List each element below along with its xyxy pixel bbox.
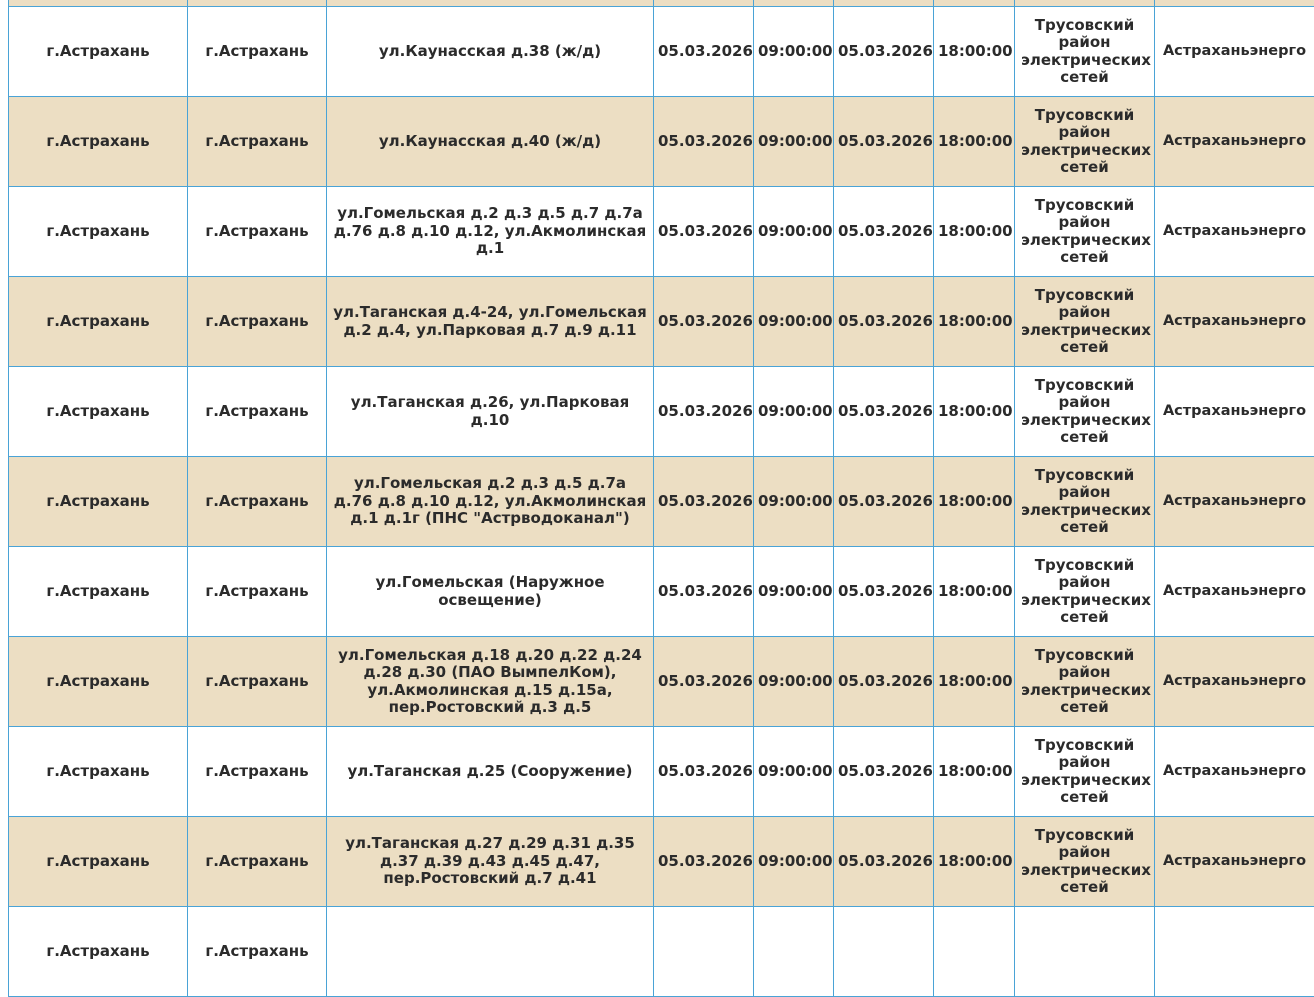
end-time-cell: 18:00:00 bbox=[934, 457, 1015, 547]
city-cell: г.Астрахань bbox=[188, 817, 327, 907]
end-date-cell bbox=[834, 907, 934, 997]
start-date-cell: 05.03.2026 bbox=[654, 457, 754, 547]
start-date-cell: 05.03.2026 bbox=[654, 637, 754, 727]
end-time-cell: 18:00:00 bbox=[934, 727, 1015, 817]
address-cell: ул.Гомельская д.2 д.3 д.5 д.7а д.76 д.8 д.10 д.12, ул.Акмолинская д.1 д.1г (ПНС "Астрводоканал") bbox=[327, 457, 654, 547]
city-cell: г.Астрахань bbox=[188, 457, 327, 547]
branch-cell: Трусовский район электрических сетей bbox=[1015, 727, 1155, 817]
outage-table-body bbox=[9, 0, 1314, 997]
table-row bbox=[9, 7, 1314, 97]
start-date-cell: 05.03.2026 bbox=[654, 727, 754, 817]
organization-cell: Астраханьэнерго bbox=[1155, 367, 1314, 457]
end-time-cell: 18:00:00 bbox=[934, 7, 1015, 97]
city-cell: г.Астрахань bbox=[188, 7, 327, 97]
end-date-cell: 05.03.2026 bbox=[834, 187, 934, 277]
city-cell: г.Астрахань bbox=[188, 637, 327, 727]
city-cell: г.Астрахань bbox=[188, 277, 327, 367]
start-date-cell bbox=[654, 907, 754, 997]
end-time-cell bbox=[934, 907, 1015, 997]
organization-cell: Астраханьэнерго bbox=[1155, 817, 1314, 907]
start-time-cell bbox=[754, 907, 834, 997]
organization-cell: Астраханьэнерго bbox=[1155, 7, 1314, 97]
region-cell: г.Астрахань bbox=[9, 547, 188, 637]
end-date-cell: 05.03.2026 bbox=[834, 457, 934, 547]
organization-cell: Астраханьэнерго bbox=[1155, 187, 1314, 277]
branch-cell: Трусовский район электрических сетей bbox=[1015, 187, 1155, 277]
table-row bbox=[9, 637, 1314, 727]
start-time-cell: 09:00:00 bbox=[754, 97, 834, 187]
branch-cell bbox=[1015, 907, 1155, 997]
address-cell bbox=[327, 907, 654, 997]
start-time-cell: 09:00:00 bbox=[754, 457, 834, 547]
region-cell: г.Астрахань bbox=[9, 457, 188, 547]
branch-cell: Трусовский район электрических сетей bbox=[1015, 547, 1155, 637]
address-cell: ул.Таганская д.25 (Сооружение) bbox=[327, 727, 654, 817]
start-date-cell: 05.03.2026 bbox=[654, 817, 754, 907]
organization-cell: Астраханьэнерго bbox=[1155, 727, 1314, 817]
start-date-cell: 05.03.2026 bbox=[654, 97, 754, 187]
address-cell: ул.Гомельская д.18 д.20 д.22 д.24 д.28 д.30 (ПАО ВымпелКом), ул.Акмолинская д.15 д.15а, пер.Ростовский д.3 д.5 bbox=[327, 637, 654, 727]
address-cell: ул.Каунасская д.38 (ж/д) bbox=[327, 7, 654, 97]
start-date-cell: 05.03.2026 bbox=[654, 277, 754, 367]
end-time-cell: 18:00:00 bbox=[934, 547, 1015, 637]
branch-cell: Трусовский район электрических сетей bbox=[1015, 367, 1155, 457]
address-cell: ул.Каунасская д.40 (ж/д) bbox=[327, 97, 654, 187]
start-time-cell: 09:00:00 bbox=[754, 367, 834, 457]
end-time-cell: 18:00:00 bbox=[934, 367, 1015, 457]
end-time-cell: 18:00:00 bbox=[934, 277, 1015, 367]
branch-cell: Трусовский район электрических сетей bbox=[1015, 7, 1155, 97]
start-time-cell: 09:00:00 bbox=[754, 187, 834, 277]
organization-cell bbox=[1155, 907, 1314, 997]
end-date-cell: 05.03.2026 bbox=[834, 727, 934, 817]
branch-cell: Трусовский район электрических сетей bbox=[1015, 97, 1155, 187]
organization-cell: Астраханьэнерго bbox=[1155, 97, 1314, 187]
start-date-cell: 05.03.2026 bbox=[654, 547, 754, 637]
start-time-cell: 09:00:00 bbox=[754, 727, 834, 817]
table-row bbox=[9, 727, 1314, 817]
end-time-cell: 18:00:00 bbox=[934, 97, 1015, 187]
end-time-cell: 18:00:00 bbox=[934, 817, 1015, 907]
table-row bbox=[9, 277, 1314, 367]
city-cell: г.Астрахань bbox=[188, 907, 327, 997]
table-row bbox=[9, 547, 1314, 637]
organization-cell: Астраханьэнерго bbox=[1155, 547, 1314, 637]
region-cell: г.Астрахань bbox=[9, 7, 188, 97]
region-cell: г.Астрахань bbox=[9, 637, 188, 727]
outage-table bbox=[8, 0, 1314, 997]
branch-cell: Трусовский район электрических сетей bbox=[1015, 277, 1155, 367]
start-time-cell: 09:00:00 bbox=[754, 277, 834, 367]
start-time-cell: 09:00:00 bbox=[754, 7, 834, 97]
address-cell: ул.Таганская д.27 д.29 д.31 д.35 д.37 д.39 д.43 д.45 д.47, пер.Ростовский д.7 д.41 bbox=[327, 817, 654, 907]
region-cell: г.Астрахань bbox=[9, 97, 188, 187]
address-cell: ул.Таганская д.4-24, ул.Гомельская д.2 д.4, ул.Парковая д.7 д.9 д.11 bbox=[327, 277, 654, 367]
branch-cell: Трусовский район электрических сетей bbox=[1015, 817, 1155, 907]
city-cell: г.Астрахань bbox=[188, 367, 327, 457]
region-cell: г.Астрахань bbox=[9, 817, 188, 907]
region-cell: г.Астрахань bbox=[9, 277, 188, 367]
start-time-cell: 09:00:00 bbox=[754, 547, 834, 637]
end-time-cell: 18:00:00 bbox=[934, 187, 1015, 277]
end-date-cell: 05.03.2026 bbox=[834, 547, 934, 637]
end-date-cell: 05.03.2026 bbox=[834, 817, 934, 907]
city-cell: г.Астрахань bbox=[188, 97, 327, 187]
end-date-cell: 05.03.2026 bbox=[834, 367, 934, 457]
start-date-cell: 05.03.2026 bbox=[654, 367, 754, 457]
outage-table-container bbox=[8, 0, 1314, 997]
address-cell: ул.Гомельская (Наружное освещение) bbox=[327, 547, 654, 637]
branch-cell: Трусовский район электрических сетей bbox=[1015, 457, 1155, 547]
table-row bbox=[9, 97, 1314, 187]
branch-cell: Трусовский район электрических сетей bbox=[1015, 637, 1155, 727]
table-row bbox=[9, 457, 1314, 547]
table-row bbox=[9, 907, 1314, 997]
end-date-cell: 05.03.2026 bbox=[834, 637, 934, 727]
table-row bbox=[9, 817, 1314, 907]
address-cell: ул.Таганская д.26, ул.Парковая д.10 bbox=[327, 367, 654, 457]
organization-cell: Астраханьэнерго bbox=[1155, 457, 1314, 547]
start-time-cell: 09:00:00 bbox=[754, 817, 834, 907]
region-cell: г.Астрахань bbox=[9, 367, 188, 457]
city-cell: г.Астрахань bbox=[188, 727, 327, 817]
city-cell: г.Астрахань bbox=[188, 187, 327, 277]
end-date-cell: 05.03.2026 bbox=[834, 7, 934, 97]
start-time-cell: 09:00:00 bbox=[754, 637, 834, 727]
start-date-cell: 05.03.2026 bbox=[654, 7, 754, 97]
organization-cell: Астраханьэнерго bbox=[1155, 637, 1314, 727]
region-cell: г.Астрахань bbox=[9, 727, 188, 817]
end-time-cell: 18:00:00 bbox=[934, 637, 1015, 727]
city-cell: г.Астрахань bbox=[188, 547, 327, 637]
start-date-cell: 05.03.2026 bbox=[654, 187, 754, 277]
table-row bbox=[9, 367, 1314, 457]
region-cell: г.Астрахань bbox=[9, 907, 188, 997]
end-date-cell: 05.03.2026 bbox=[834, 97, 934, 187]
region-cell: г.Астрахань bbox=[9, 187, 188, 277]
end-date-cell: 05.03.2026 bbox=[834, 277, 934, 367]
address-cell: ул.Гомельская д.2 д.3 д.5 д.7 д.7а д.76 д.8 д.10 д.12, ул.Акмолинская д.1 bbox=[327, 187, 654, 277]
table-row bbox=[9, 187, 1314, 277]
organization-cell: Астраханьэнерго bbox=[1155, 277, 1314, 367]
